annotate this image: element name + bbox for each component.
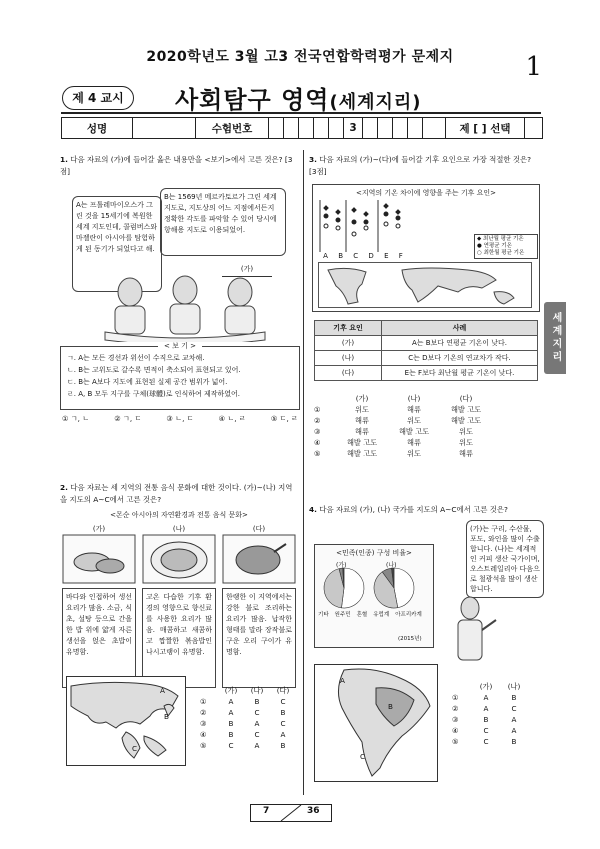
answer-row[interactable]: [314, 448, 514, 459]
table-row: [315, 336, 538, 351]
answer-cell: B: [511, 693, 517, 702]
q2-answer-header-cell: (가): [224, 686, 238, 695]
pie-chart-ga: [324, 568, 364, 608]
temp-marker: [384, 212, 388, 216]
exam-digit-box[interactable]: [269, 118, 284, 138]
answer-cell: 위도: [407, 416, 421, 425]
q3-world-map: [318, 262, 532, 308]
pie-slice: [341, 568, 364, 608]
answer-number: ③: [200, 719, 207, 728]
q2-number: 2.: [60, 483, 68, 492]
answer-row[interactable]: [200, 729, 296, 740]
session-badge: 제 4 교시: [62, 86, 134, 110]
answer-number: ①: [200, 697, 207, 706]
subject-title: [175, 80, 421, 115]
bogi-item: ㄷ. B는 A보다 지도에 표현된 실제 공간 범위가 넓어.: [67, 378, 228, 386]
q2-answer-header-cell: (다): [276, 686, 290, 695]
answer-cell: 해류: [459, 449, 473, 458]
q3-answer-grid: [314, 394, 514, 459]
pair-label: E: [384, 252, 389, 260]
fried-rice-image: [142, 534, 216, 584]
answer-row[interactable]: [200, 740, 296, 751]
temp-marker: [364, 220, 368, 224]
exam-digit-box[interactable]: [299, 118, 314, 138]
q1-bubble-a: A는 프톨레마이오스가 그린 것을 15세기에 복원한 세계 지도인데, 콜럼버스와 마젤란이 아시아를 탐험하게 된 동기가 되었다고 해.: [72, 196, 162, 292]
q4-number: 4.: [309, 505, 317, 514]
table-header: 기후 요인: [315, 321, 382, 336]
pair-label: F: [398, 252, 403, 260]
legend-label: 연평균 기온: [483, 243, 512, 249]
q3-answer-header-cell: (나): [407, 394, 421, 403]
q2-desc: 한랭한 이 지역에서는 강한 불로 조리하는 요리가 많음. 납작한 형태를 말라 장작불로 구운 오리 구이가 유명함.: [222, 588, 296, 688]
answer-number: ④: [452, 726, 459, 735]
answer-row[interactable]: [200, 718, 296, 729]
answer-cell: 해발 고도: [450, 405, 482, 414]
map-label-c: C: [360, 752, 366, 761]
answer-row[interactable]: [314, 437, 514, 448]
q2-box-title: <몬순 아시아의 자연환경과 전통 음식 문화>: [110, 511, 248, 519]
sushi-image: [62, 534, 136, 584]
answer-cell: 해류: [407, 438, 421, 447]
answer-cell: B: [254, 697, 260, 706]
answer-row[interactable]: [200, 707, 296, 718]
answer-number: ③: [314, 427, 321, 436]
name-field[interactable]: [133, 118, 196, 138]
temp-marker: [351, 207, 357, 213]
temp-marker: [395, 209, 401, 215]
temp-marker: [323, 205, 329, 211]
bogi-list: [61, 351, 299, 401]
answer-number: ④: [314, 438, 321, 447]
answer-cell: 위도: [459, 427, 473, 436]
exam-no-label: 수험번호: [196, 118, 269, 138]
answer-cell: A: [228, 697, 234, 706]
spacer: [423, 118, 445, 138]
answer-row[interactable]: [452, 703, 532, 714]
q2-answer-header-cell: (나): [250, 686, 264, 695]
pair-label: B: [338, 252, 343, 260]
answer-cell: 위도: [355, 405, 369, 414]
answer-cell: C: [280, 719, 286, 728]
answer-cell: A: [280, 730, 286, 739]
answer-row[interactable]: [452, 692, 532, 703]
page-footer: [250, 804, 332, 822]
answer-cell: C: [254, 730, 260, 739]
q3-temp-chart: [318, 198, 408, 256]
answer-cell: 해류: [355, 427, 369, 436]
subject-paren: (세계지리): [329, 92, 422, 113]
temp-marker: [324, 224, 328, 228]
exam-digit-fixed: 3: [344, 118, 363, 138]
answer-number: ④: [200, 730, 207, 739]
q3-answer-header-cell: (다): [459, 394, 473, 403]
answer-cell: C: [511, 704, 517, 713]
answer-cell: B: [511, 737, 517, 746]
q1-bubble-b: B는 1569년 메르카토르가 그린 세계 지도로, 지도상의 어느 지점에서든지 정확한 각도를 파악할 수 있어 당시에 항해용 지도로 이용되었어.: [160, 188, 286, 256]
legend-label: 기타: [318, 612, 329, 618]
bogi-item: ㄹ. A, B 모두 지구를 구체(球體)로 인식하여 제작하였어.: [67, 390, 241, 398]
answer-choice[interactable]: ③ ㄴ, ㄷ: [166, 414, 194, 423]
answer-row[interactable]: [452, 714, 532, 725]
map-label-a: A: [160, 686, 165, 695]
q4-answer-header-cell: (나): [507, 682, 521, 691]
info-bar: [61, 117, 543, 139]
table-header: 사례: [382, 321, 538, 336]
temp-marker: [396, 224, 400, 228]
answer-cell: B: [228, 730, 234, 739]
exam-digit-box[interactable]: [393, 118, 408, 138]
pair-label: D: [368, 252, 374, 260]
exam-digit-box[interactable]: [363, 118, 378, 138]
q2-answer-grid: [200, 686, 296, 751]
q3-case-table: [314, 320, 538, 381]
q4-pie-legend: [318, 612, 430, 619]
answer-cell: C: [483, 726, 489, 735]
q2-col-label: (가): [92, 525, 106, 533]
answer-cell: A: [483, 693, 489, 702]
pie-slice: [394, 568, 414, 608]
temp-marker: [352, 232, 356, 236]
temp-marker: [335, 209, 341, 215]
temp-marker: [364, 226, 368, 230]
answer-cell: B: [483, 715, 489, 724]
asia-map: [66, 676, 186, 766]
q1-bogi-title: < 보 기 >: [158, 342, 202, 350]
q4-pie-charts: [318, 558, 428, 642]
exam-title: 2020학년도 3월 고3 전국연합학력평가 문제지: [146, 49, 454, 65]
temp-marker: [363, 211, 369, 217]
q2-answer-header: [200, 686, 296, 696]
answer-cell: A: [511, 715, 517, 724]
exam-digit-box[interactable]: [314, 118, 329, 138]
answer-cell: B: [280, 708, 286, 717]
answer-row[interactable]: [200, 696, 296, 707]
answer-cell: 해발 고도: [346, 438, 378, 447]
q2-col-label: (다): [252, 525, 266, 533]
temp-marker: [383, 203, 389, 209]
subject-side-tab: 세계지리: [544, 302, 566, 374]
answer-number: ②: [452, 704, 459, 713]
answer-row[interactable]: [452, 725, 532, 736]
table-cell: (나): [315, 351, 382, 366]
legend-item: ● 연평균 기온: [477, 243, 512, 249]
map-label-c: C: [132, 744, 138, 753]
answer-cell: A: [254, 719, 260, 728]
q4-answer-header-cell: (가): [479, 682, 493, 691]
legend-label: 최한월 평균 기온: [483, 250, 525, 256]
table-cell: E는 F보다 최난월 평균 기온이 낮다.: [382, 366, 538, 381]
q2-desc: 바다와 인접하여 생선 요리가 많음. 소금, 식초, 설탕 등으로 간을 한 밥 위에 얇게 자른 생선을 얹은 초밥이 유명함.: [62, 588, 136, 688]
q4-stem-text: 다음 자료의 (가), (나) 국가를 지도의 A~C에서 고른 것은?: [319, 505, 508, 514]
q3-chart-title: <지역의 기온 차이에 영향을 주는 기후 요인>: [355, 189, 497, 197]
temp-marker: [352, 220, 356, 224]
q1-bubble-c-label: (가): [240, 265, 254, 273]
temp-marker: [336, 218, 340, 222]
answer-number: ⑤: [452, 737, 459, 746]
temp-marker: [324, 214, 328, 218]
presenter-illustration: [440, 596, 500, 662]
q1-stem: [60, 154, 298, 177]
answer-row[interactable]: [314, 404, 514, 415]
bogi-item: ㄱ. A는 모든 경선과 위선이 수직으로 교차해.: [67, 354, 205, 362]
answer-cell: 해류: [355, 416, 369, 425]
legend-label: 아프리카계: [395, 612, 422, 618]
answer-cell: 해발 고도: [398, 427, 430, 436]
q3-stem: [309, 154, 541, 177]
answer-cell: 위도: [407, 449, 421, 458]
answer-cell: 해발 고도: [450, 416, 482, 425]
legend-label: 유럽계: [373, 612, 390, 618]
table-row: [315, 351, 538, 366]
answer-number: ②: [314, 416, 321, 425]
q2-desc: 고온 다습한 기후 환경의 영향으로 향신료를 사용한 요리가 많음. 매콤하고 새콤하고 짭짤한 볶음밥인 나시고랭이 유명함.: [142, 588, 216, 688]
table-cell: C는 D보다 기온의 연교차가 작다.: [382, 351, 538, 366]
q3-answer-header-cell: (가): [355, 394, 369, 403]
legend-item: ◆ 최난월 평균 기온: [477, 236, 524, 242]
q3-number: 3.: [309, 155, 317, 164]
q2-col: [142, 524, 216, 688]
answer-number: ③: [452, 715, 459, 724]
roast-duck-image: [222, 534, 296, 584]
footer-total: 36: [307, 806, 320, 816]
answer-cell: A: [483, 704, 489, 713]
select-label[interactable]: 제 [ ] 선택: [445, 118, 525, 138]
q1-bogi-box: [60, 342, 300, 410]
temp-marker: [336, 226, 340, 230]
legend-label: 원주민: [334, 612, 351, 618]
answer-cell: 해류: [407, 405, 421, 414]
exam-digit-box[interactable]: [329, 118, 344, 138]
pair-label: C: [353, 252, 359, 260]
answer-cell: C: [228, 741, 234, 750]
legend-item: ○ 최한월 평균 기온: [477, 250, 525, 256]
exam-digit-box[interactable]: [408, 118, 423, 138]
q2-stem-text: 다음 자료는 세 지역의 전통 음식 문화에 대한 것이다. (가)~(나) 지역을 지도의 A~C에서 고른 것은?: [60, 483, 293, 504]
pie-chart-na: [374, 568, 414, 608]
bogi-item: ㄴ. B는 고위도로 갈수록 면적이 축소되어 표현되고 있어.: [67, 366, 241, 374]
exam-digit-box[interactable]: [284, 118, 299, 138]
q3-answer-header: [314, 394, 514, 404]
temp-marker: [384, 222, 388, 226]
answer-cell: 해발 고도: [346, 449, 378, 458]
answer-number: ⑤: [200, 741, 207, 750]
answer-choice[interactable]: ④ ㄴ, ㄹ: [218, 414, 246, 423]
answer-number: ①: [452, 693, 459, 702]
q4-speech-bubble: (가)는 구리, 수산물, 포도, 와인을 많이 수출합니다. (나)는 세계적인 커피 생산 국가이며, 오스트레일리아 다음으로 철광석을 많이 생산합니다.: [466, 520, 544, 598]
temp-marker: [396, 216, 400, 220]
answer-cell: B: [280, 741, 286, 750]
answer-row[interactable]: [314, 426, 514, 437]
q4-year: (2015년): [398, 636, 422, 642]
q4-answer-header: [452, 682, 532, 692]
legend-label: 혼혈: [356, 612, 368, 618]
answer-cell: B: [228, 719, 234, 728]
q1-number: 1.: [60, 155, 68, 164]
table-cell: (가): [315, 336, 382, 351]
q1-choices: [62, 414, 298, 424]
page-number: 1: [525, 52, 542, 82]
answer-row[interactable]: [452, 736, 532, 747]
south-america-map: [314, 664, 438, 782]
answer-choice[interactable]: ① ㄱ, ㄴ: [62, 414, 90, 423]
answer-cell: A: [228, 708, 234, 717]
answer-cell: C: [280, 697, 286, 706]
table-row: [315, 366, 538, 381]
answer-number: ⑤: [314, 449, 321, 458]
q1-stem-text: 다음 자료의 (가)에 들어갈 옳은 내용만을 <보기>에서 고른 것은? [3점]: [60, 155, 293, 176]
q3-stem-text: 다음 자료의 (가)~(다)에 들어갈 기후 요인으로 가장 적절한 것은? [3점]: [309, 155, 532, 176]
column-divider: [303, 150, 304, 795]
header-rule: [61, 112, 541, 114]
pie-label: (가): [336, 562, 347, 569]
q3-pair-labels: [318, 252, 408, 260]
pie-label: (나): [386, 562, 397, 569]
table-header-row: [315, 321, 538, 336]
q4-stem: [309, 504, 541, 516]
q4-answer-grid: [452, 682, 532, 747]
answer-number: ②: [200, 708, 207, 717]
map-label-a: A: [340, 676, 345, 685]
q4-chart-title: <민족(인종) 구성 비율>: [336, 549, 412, 557]
students-illustration: [95, 272, 275, 342]
answer-cell: A: [254, 741, 260, 750]
table-cell: (다): [315, 366, 382, 381]
answer-choice[interactable]: ② ㄱ, ㄷ: [114, 414, 142, 423]
answer-number: ①: [314, 405, 321, 414]
map-label-b: B: [388, 702, 393, 711]
q3-legend: [474, 234, 538, 259]
exam-digit-box[interactable]: [378, 118, 393, 138]
answer-cell: C: [254, 708, 260, 717]
answer-row[interactable]: [314, 415, 514, 426]
q2-col: [222, 524, 296, 688]
legend-label: 최난월 평균 기온: [482, 236, 524, 242]
answer-choice[interactable]: ⑤ ㄷ, ㄹ: [270, 414, 298, 423]
q2-col: [62, 524, 136, 688]
table-cell: A는 B보다 연평균 기온이 낮다.: [382, 336, 538, 351]
answer-cell: 위도: [459, 438, 473, 447]
pair-label: A: [323, 252, 328, 260]
answer-cell: C: [483, 737, 489, 746]
q2-col-label: (나): [172, 525, 186, 533]
answer-cell: A: [511, 726, 517, 735]
q2-columns: [62, 524, 296, 688]
map-label-b: B: [164, 712, 169, 721]
subject-main: 사회탐구 영역: [175, 86, 330, 114]
name-label: 성명: [62, 118, 133, 138]
footer-page: 7: [263, 806, 270, 816]
q2-stem: [60, 482, 298, 505]
